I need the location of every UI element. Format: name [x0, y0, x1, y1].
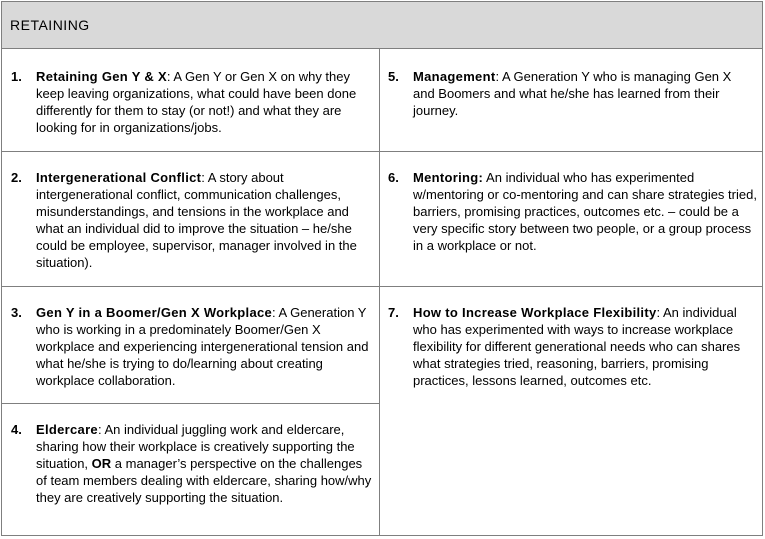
- item-text: : A Generation Y who is managing Gen X and Boomers and what he/she has learned from their journey.: [413, 69, 732, 118]
- item-text: : An individual who has experimented with ways to increase workplace flexibility for different generational needs who can shares what strategies tried, reasoning, barriers, promising practices, lessons learned, outcomes etc.: [413, 305, 741, 388]
- item-body: [413, 304, 758, 389]
- item-title: Eldercare: [36, 422, 98, 437]
- item-title: Retaining Gen Y & X: [36, 69, 167, 84]
- item-body: [36, 169, 376, 271]
- item-title: Intergenerational Conflict: [36, 170, 202, 185]
- item-body: [36, 304, 376, 389]
- item-number: 5.: [388, 69, 399, 84]
- item-text: : A Gen Y or Gen X on why they keep leaving organizations, what could have been done differently for them to stay (or not!) and what they are looking for in organizations/jobs.: [36, 69, 357, 135]
- item-number: 4.: [11, 422, 22, 437]
- item-emphasis: OR: [91, 456, 112, 471]
- item-text: : A story about intergenerational conflict, communication challenges, misunderstandings, and tensions in the workplace and what an individual did to improve the situation – he/she could be employee, supervisor, manager involved in the situation).: [36, 170, 357, 270]
- item-title: Gen Y in a Boomer/Gen X Workplace: [36, 305, 273, 320]
- item-number: 6.: [388, 170, 399, 185]
- item-title: Mentoring:: [413, 170, 484, 185]
- item-text: : An individual juggling work and eldercare, sharing how their workplace is creatively supporting the situation,: [36, 422, 355, 471]
- item-text: a manager’s perspective on the challenges of team members dealing with eldercare, sharing how/why they are creatively supporting the situation.: [36, 456, 372, 505]
- item-text: : A Generation Y who is working in a predominately Boomer/Gen X workplace and experiencing intergenerational tension and what he/she is trying to do/learning about creating workplace collaboration.: [36, 305, 369, 388]
- item-number: 1.: [11, 69, 22, 84]
- item-body: [36, 421, 374, 506]
- item-number: 2.: [11, 170, 22, 185]
- item-text: An individual who has experimented w/mentoring or co-mentoring and can share strategies tried, barriers, promising practices, outcomes etc. – could be a very specific story between two people, or a group process in a workplace or not.: [413, 170, 757, 253]
- item-body: [413, 68, 756, 119]
- item-title: Management: [413, 69, 496, 84]
- item-number: 7.: [388, 305, 399, 320]
- retaining-table: [1, 1, 763, 536]
- item-body: [36, 68, 371, 136]
- item-title: How to Increase Workplace Flexibility: [413, 305, 657, 320]
- item-number: 3.: [11, 305, 22, 320]
- header-title: RETAINING: [10, 17, 90, 33]
- item-body: [413, 169, 758, 254]
- table-header: [2, 2, 762, 49]
